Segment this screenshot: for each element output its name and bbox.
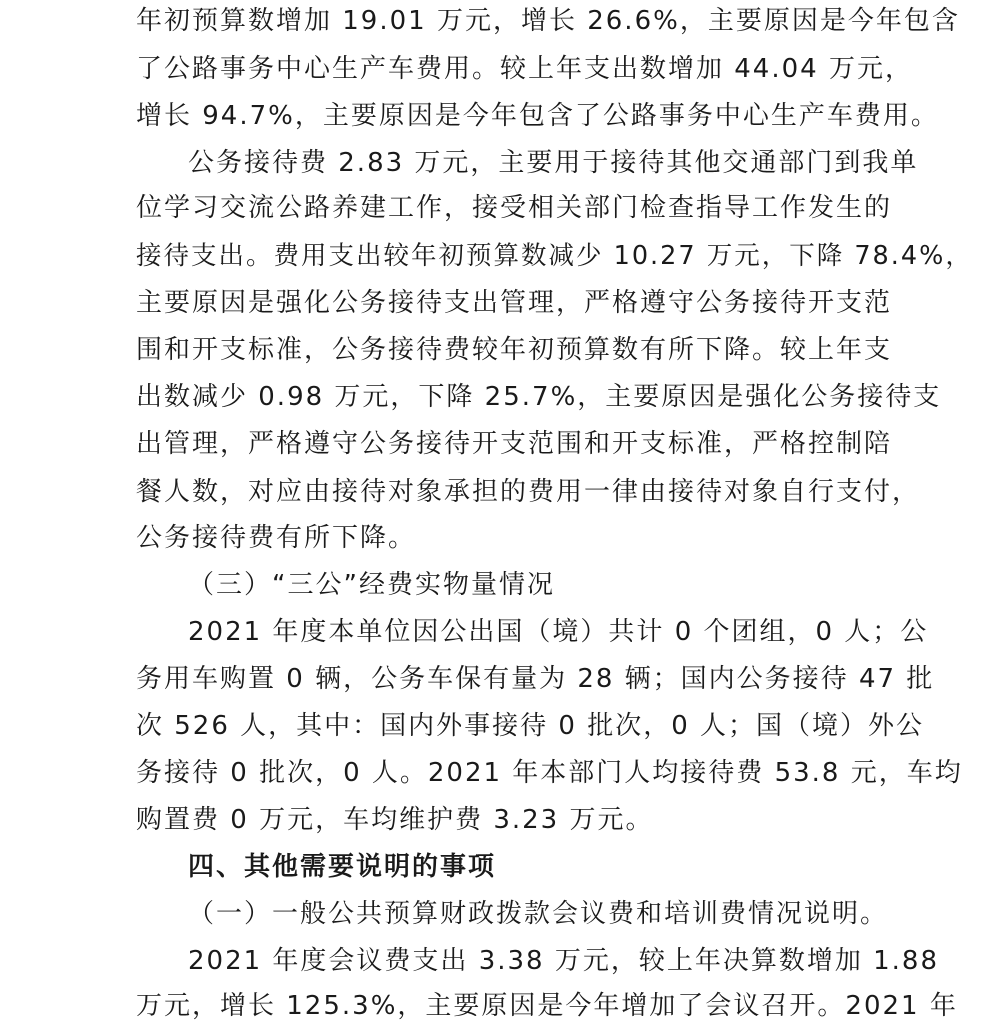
body-text-line: 增长 94.7%，主要原因是今年包含了公路事务中心生产车费用。 — [136, 101, 939, 131]
body-text-line: 围和开支标准，公务接待费较年初预算数有所下降。较上年支 — [136, 335, 893, 365]
body-text-line: 公务接待费有所下降。 — [136, 523, 417, 553]
body-text-line: 务接待 0 批次，0 人。2021 年本部门人均接待费 53.8 元，车均 — [136, 758, 963, 788]
body-text-line: 出数减少 0.98 万元，下降 25.7%，主要原因是强化公务接待支 — [136, 382, 942, 412]
section-heading: 四、其他需要说明的事项 — [188, 852, 497, 882]
body-text-line: 主要原因是强化公务接待支出管理，严格遵守公务接待开支范 — [136, 288, 893, 318]
body-text-line: 年初预算数增加 19.01 万元，增长 26.6%，主要原因是今年包含 — [136, 6, 960, 36]
body-text-line: 出管理，严格遵守公务接待开支范围和开支标准，严格控制陪 — [136, 429, 893, 459]
subsection-heading: （一）一般公共预算财政拨款会议费和培训费情况说明。 — [188, 899, 889, 929]
body-text-line: 万元，增长 125.3%，主要原因是今年增加了会议召开。2021 年 — [136, 991, 958, 1021]
body-text-line: 接待支出。费用支出较年初预算数减少 10.27 万元，下降 78.4%， — [136, 241, 973, 271]
paragraph-first-line: 2021 年度本单位因公出国（境）共计 0 个团组，0 人；公 — [188, 617, 929, 647]
body-text-line: 餐人数，对应由接待对象承担的费用一律由接待对象自行支付， — [136, 477, 921, 507]
body-text-line: 位学习交流公路养建工作，接受相关部门检查指导工作发生的 — [136, 193, 893, 223]
body-text-line: 了公路事务中心生产车费用。较上年支出数增加 44.04 万元， — [136, 54, 913, 84]
body-text-line: 购置费 0 万元，车均维护费 3.23 万元。 — [136, 805, 654, 835]
paragraph-first-line: 公务接待费 2.83 万元，主要用于接待其他交通部门到我单 — [188, 148, 919, 178]
body-text-line: 次 526 人，其中：国内外事接待 0 批次，0 人；国（境）外公 — [136, 711, 925, 741]
body-text-line: 务用车购置 0 辆，公务车保有量为 28 辆；国内公务接待 47 批 — [136, 664, 935, 694]
paragraph-first-line: 2021 年度会议费支出 3.38 万元，较上年决算数增加 1.88 — [188, 946, 940, 976]
subsection-heading: （三）“三公”经费实物量情况 — [188, 570, 555, 600]
